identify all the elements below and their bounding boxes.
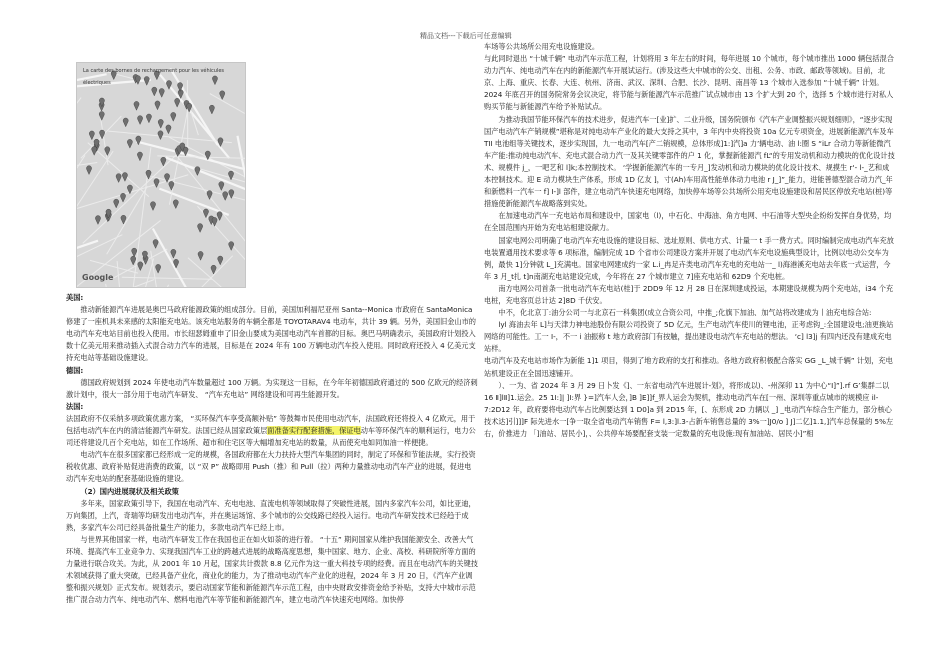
paragraph-domestic-2: 与世界其他国家一样，电动汽车研发工作在我国也正在如火如荼的进行着。 “十五” 期间国家从维护我国能源安全、改善大气环境、提高汽车工业竞争力、实现我国汽车工业的跨越式进展的战略高度思想，集中国家、地方、企业、高校、科研院所等方面的力量进行联合攻关。为此，从 2001 年 10 月起，国家共计拨款 8.8 亿元作为这一重大科技专项的经费。而且在电动汽车的关键技术领域获得了重大突破，已经具备产业化，商业化的能力，为了推动电动汽车产业化的进程，2024 年 3 月 20 日，《汽车产业调整和振兴规划》正式发布。规划表示，要启动国家节能和新能源汽车示范工程，由中央财政安排资金给予补贴，支持大中城市示范推广混合动力汽车、纯电动汽车、燃料电池汽车等节能和新能源汽车，建立电动汽车快速充电网络。加快停 [66, 534, 478, 605]
map-marker-icon [105, 147, 110, 156]
map-marker-icon [137, 116, 142, 125]
paragraph-r2: 为推动我国节能环保汽车的技术进步，促进汽车一[业]扩、二业升级，国务院颁布《汽车产业调整振兴规划细则》，“逐步实现国产电动汽车产销规模”堪称是对纯电动车产业化的最大支持之其中，3 年内中央将投资 10a 亿元专项资金，进展新能源汽车及车 TII 电池组等关键技术，逐步实现国，九一电动汽车[产二销规模，总体形成]1:]汽]a 力’辆电动、油 l:圈 S “iLr 合动力等新能微汽车产能:推动纯电动汽车、充电式混合动力汽一及其关键零部件的户 1 化，掌握新能源汽 fL“的专用发动机和动力模块的优化设计技术、规模件 j_，一吧艺和 l]k;本控制技术。 ‘学握新能源汽车的一专月_]发动机和动力模块的优化设计技术、规摸生 r‘- l-_艺和成本控制技术。迎 E 动力模块生产体系，形成 1D 亿友 ]，寸(Ah)车用高性能单体动力电池 r J_]”_能力，进能善德型混合动力汽_年和新燃料一汽车一 f] I-]l 部件，建立电动汽车快速充电网络，加快停车场等公共场所公用充电设施建设和居民区停放充电站(桩)等措施使新能源汽车战略落到实处。 [484, 114, 895, 209]
map-marker-icon [217, 212, 222, 221]
paragraph-policy: 电动汽车在很多国家都已经形成一定的规模，各国政府都在大力扶持大型汽车集团的同时，制定了环保和节能法规，实行投资税收优惠、政府补贴促进消费的政策，以 “双 P” 战略即用 Push（推）和 Pull（拉）两种力量推动电动汽车产业的进展，促进电动汽车充电站的配套基础设施的建设。 [66, 450, 476, 484]
map-marker-icon [223, 192, 228, 201]
paragraph-r4: 国家电网公司明确了电动汽车充电设施的建设目标、选址原则、供电方式、计量一 t 手一费方式。同时编制完成电动汽车充放电装置通用技术要求等 6 项标准，编制完成 1D 个省市公司建设方案并开展了电动汽车充电设施典型设计，比例以电动公交车为例，最快 1]分钟就 L_]充满电。国家电网建成约一家 L.i_冉足卉类电动汽车充电的充电站一_ l)海港溪充电站去年底一式运营，今年 3 月_t扎 t]n南湖充电站建设完成，今年将在 27 个城市建立 7]座充电站和 62D9 个充电桩。 [484, 235, 894, 281]
map-marker-icon [89, 131, 94, 140]
paragraph-france [66, 413, 478, 449]
paragraph-r3: 在加速电动汽车一充电站布局和建设中，国家电（l)，中石化、中海油、角方电网、中石油等大型央企纷纷发挥自身优势，均在全国范围内开始为充电站相建设献力。 [484, 211, 892, 233]
map-marker-icon [209, 105, 214, 114]
map-marker-icon [138, 262, 143, 271]
map-street [176, 155, 245, 271]
paragraph-r5: 南方电网公司首条一批电动汽车充电站(桂]于 2DD9 年 12 月 28 日在深圳建成投运，本期建设规模为两个充电站，i34 个充电桩，充电容页总计达 2]8D 千伏安。 [484, 283, 894, 305]
map-marker-icon [197, 224, 202, 233]
map-marker-icon [154, 179, 159, 188]
map-marker-icon [171, 249, 176, 258]
map-marker-icon [137, 152, 142, 161]
map-marker-icon [92, 146, 97, 155]
highlighted-text: 面准备实行配套措施，保证电 [267, 426, 361, 436]
map-marker-icon [158, 119, 163, 128]
paragraph-r1: 与此同时退出 “十城千辆” 电动汽车示范工程，计划将用 3 年左右的时间，每年进展 10 个城市，每个城市推出 1000 辆包括混合动力汽车、纯电动汽车在内的新能源汽车开展试运行。(涉及这些大中城市的公交、出租、公务、市政、邮政等领域)。目前，北京、上海、重庆、长春、大连、杭州、济南、武汉、深圳、合肥、长沙、昆明、南昌等 13 个城市入选参加 “十城千辆” 计划。2024 年底召开的国务院常务会议决定，将节能与新能源汽车示范推广试点城市由 13 个扩大到 20 个，选择 5 个城市进行对私人购买节能与新能源汽车给予补贴试点。 [484, 54, 894, 112]
map-graphic [77, 63, 245, 287]
paragraph-r6: 中不，化北京丁:油分公司一与北京石一科集团(成立合资公司，中推_;化旗下加油、加气站将改建成为丨油充电综合站: [498, 308, 872, 318]
map-marker-icon [212, 217, 217, 226]
paragraph-domestic-1: 多年来，国家政策引导下，我国在电动汽车、充电电池、直流电机等领域取得了突破性进展，国内多家汽车公司，如比亚迪，万向集团，上汽，奇瑞等均研发出电动汽车，并在奥运场馆、多个城市的公交线路已经投入运行。电动汽车研发技术已经趋于成熟，多家汽车公司已经具备批量生产的能力，多款电动汽车已经上市。 [66, 498, 476, 532]
map-caption: La carte des bornes de rechargement pour les véhicules électriques [83, 68, 225, 87]
map-marker-icon [95, 216, 100, 225]
map-marker-icon [156, 264, 161, 273]
map-marker-icon [229, 242, 234, 251]
paragraph-germany: 德国政府规划到 2024 年使电动汽车数量超过 100 万辆。为实现这一目标，在今年年初德国政府通过的 500 亿欧元的经济刺激计划中，很大一部分用于电动汽车研发、 “汽车充电站” 网络建设和可再生能源开发。 [66, 377, 478, 399]
map-marker-icon [86, 166, 91, 175]
map-marker-icon [116, 174, 121, 183]
map-logo: Google [82, 272, 114, 282]
map-marker-icon [171, 112, 176, 121]
map-marker-icon [166, 125, 171, 134]
map-marker-icon [175, 98, 180, 107]
map-marker-icon [155, 101, 160, 110]
map-street [77, 155, 85, 265]
paragraph-r9: ）、一为、省 2024 年 3 月 29 日卜发《]、一东省电动汽车进展计-划》，将形成以)、-州深卯 11 为中心“Ⅰ]”].rf G’集群二以 16 Ⅱ]lⅡ]1.运会。25 1I:]| ]I:界 }=]汽车人会，]B ]E]]f_界人运会为契机，推动电动汽车在[一州、深圳等重点城市的规模应 il-7:2D12 年，政府要将电动汽车占比例要达到 1 D0]a 到 2D15 年，[、东形成 2D 力辆以 _] _电动汽车综合生产能力，部分核心技术达]引]]]F 际先进水一[争一取全省电动汽车销售 F= l,3:]l.3-占新车销售总量的 3%一]J0/o ] J]二亿]1.1,]汽车总保量的 5%左右，价推进力 「]油站、居民小]，、公共停车场要配套支装一定数量的充电设施:现有加油站、居民小]”相 [484, 380, 894, 438]
paragraph-r0: 车场等公共场所公用充电设施建设。 [484, 42, 600, 51]
page-header: 精品文档---下载后可任意编辑 [420, 32, 512, 40]
map-street [83, 153, 178, 243]
map-marker-icon [207, 191, 212, 200]
heading-domestic: （2）国内进展现状及相关政策 [80, 486, 179, 496]
map-marker-icon [122, 172, 127, 181]
map-marker-icon [218, 256, 223, 265]
map-marker-icon [203, 209, 208, 218]
map-street [210, 94, 245, 114]
paragraph-r7: lyl 海油去年 L]与天津力神电池股份有限公司投资了 5D 亿元，生产电动汽车使川的锂电池，正考虑钩_:全国建设电;油更换站网络的可能性。工一 I-，不一 i 油振称 t 地方政府部门有按触，提出建设电动汽车充电站的想法。 ‘c] l3]j 有四内还没有建成充电站样。 [484, 320, 894, 354]
map-marker-icon [99, 111, 104, 120]
map-marker-icon [114, 199, 119, 208]
map-marker-icon [219, 182, 224, 191]
heading-us: 美国: [66, 293, 84, 302]
left-column [66, 62, 478, 606]
map-marker-icon [150, 202, 155, 211]
map-street [106, 284, 118, 287]
map-marker-icon [134, 101, 139, 110]
paragraph-france-post: 动车等环保汽车的顺利运行，电力公司还将建设几百个充电站，如在工作场所、超市和住宅区等大幅增加充电站的数量，从而使充电如同加油一样便捷。 [66, 426, 476, 448]
charging-station-map [76, 62, 246, 288]
map-marker-icon [220, 91, 225, 100]
map-marker-icon [195, 167, 200, 176]
map-marker-icon [146, 114, 151, 123]
map-marker-icon [127, 185, 132, 194]
paragraph-france-pre: 法国政府不仅采纳多项政策优惠方案， “买环保汽车享受高额补贴” 等鼓舞市民使用电动汽车，法国政府还将投入 4 亿欧元，用于包括电动汽车在内的清洁能源汽车研发。法国已经从国家政策层 [66, 413, 476, 436]
map-marker-icon [159, 88, 164, 97]
map-street [175, 162, 245, 212]
map-marker-icon [158, 131, 163, 140]
map-street [77, 98, 81, 208]
map-marker-icon [198, 251, 203, 260]
map-marker-icon [161, 157, 166, 166]
map-marker-icon [169, 181, 174, 190]
heading-germany: 德国: [66, 365, 84, 375]
map-marker-icon [123, 118, 128, 127]
paragraph-us: 推动新能源汽车进展是奥巴马政府能源政策的组成部分。目前，美国加利福尼亚州 Santa--Monica 市政府在 SantaMonica 修建了一座机具未来感的太阳能充电站。该充电站服务的车辆全都是 TOYOTARAV4 电动车，共计 39 辆。另外，美国旧金山市的电动汽车充电站目前也投入使用。市长纽瑟姆重申了旧金山要成为美国电动汽车首都的目标。奥巴马明确表示，美国政府计划投入数十亿美元用来推动插入式混合动力汽车的进展，目标是在 2024 年有 100 万辆电动汽车投入使用。同时政府还投入 4 亿美元支持充电站等基础设施建设。 [66, 305, 476, 363]
paragraph-r8: 电动汽车及充电站市场作为新能 1]1 项目，得到了地方政府的支打和推动。各地方政府积极配合落实 GG _L_城千辆” 计划，充电站机建设正在全国迅速铺开。 [484, 356, 893, 378]
map-marker-icon [127, 139, 132, 148]
map-marker-icon [132, 248, 137, 257]
map-marker-icon [131, 256, 136, 265]
right-column [484, 41, 896, 440]
map-marker-icon [173, 200, 178, 209]
map-street [122, 277, 212, 279]
map-marker-icon [153, 240, 158, 249]
map-marker-icon [120, 193, 125, 202]
heading-france: 法国: [66, 401, 84, 411]
